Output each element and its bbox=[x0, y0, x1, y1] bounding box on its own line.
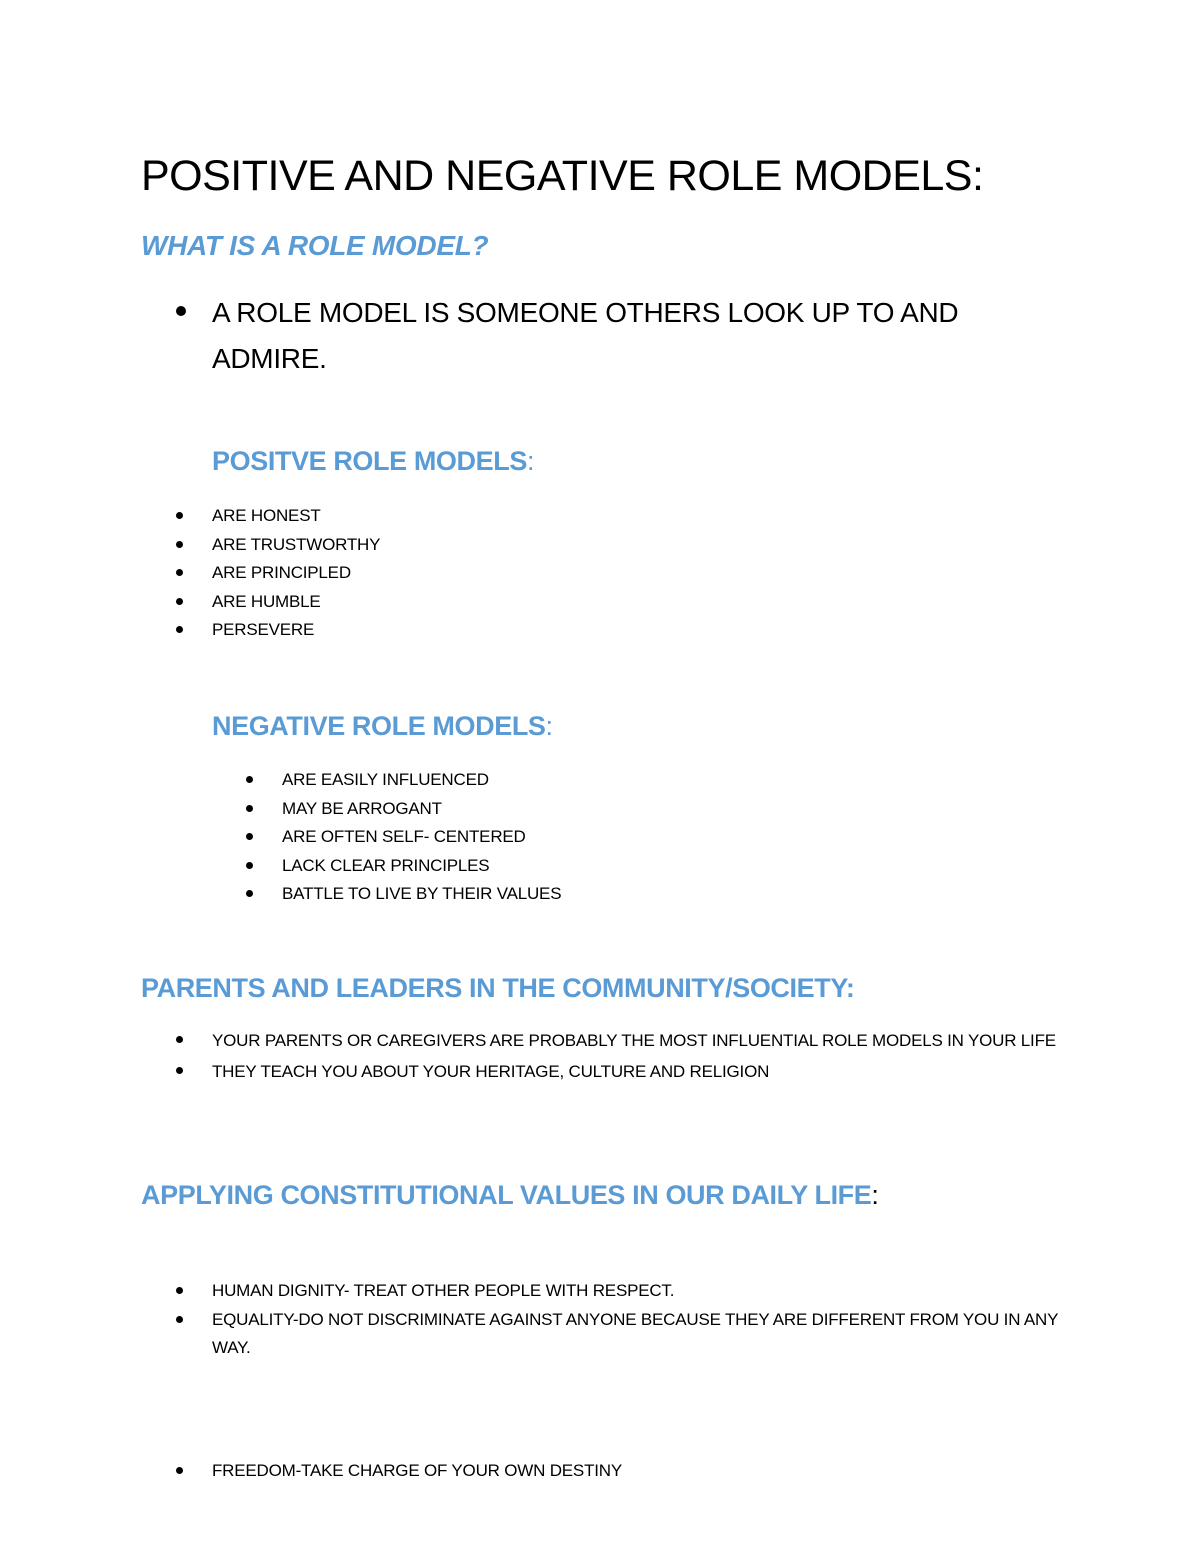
heading-colon: : bbox=[526, 446, 535, 476]
list-item bbox=[282, 795, 882, 824]
list-item-text: ARE EASILY INFLUENCED bbox=[282, 770, 489, 789]
list-item bbox=[212, 588, 812, 617]
list-item-text: ARE HONEST bbox=[212, 506, 321, 525]
heading-text: NEGATIVE ROLE MODELS bbox=[212, 711, 546, 741]
section-heading-parents: PARENTS AND LEADERS IN THE COMMUNITY/SOCIETY: bbox=[141, 973, 855, 1003]
list-item bbox=[282, 766, 882, 795]
list-item-text: HUMAN DIGNITY- TREAT OTHER PEOPLE WITH RESPECT. bbox=[212, 1281, 675, 1300]
list-item-text: MAY BE ARROGANT bbox=[282, 798, 442, 818]
list-item-text: YOUR PARENTS OR CAREGIVERS ARE PROBABLY THE MOST INFLUENTIAL ROLE MODELS IN YOUR LIFE bbox=[212, 1031, 1056, 1050]
list-item-text: A ROLE MODEL IS SOMEONE OTHERS LOOK UP TO AND ADMIRE. bbox=[212, 297, 959, 374]
list-item bbox=[212, 502, 812, 531]
list-item-text: LACK CLEAR PRINCIPLES bbox=[282, 855, 490, 875]
list-item bbox=[212, 290, 1032, 382]
what-is-list bbox=[212, 290, 1032, 382]
list-item bbox=[212, 1457, 1072, 1486]
bullet-icon bbox=[176, 569, 183, 576]
bullet-icon bbox=[176, 1036, 183, 1043]
list-item-text: ARE HUMBLE bbox=[212, 591, 321, 611]
page-title: POSITIVE AND NEGATIVE ROLE MODELS: bbox=[141, 152, 984, 200]
list-item-text: ARE PRINCIPLED bbox=[212, 563, 351, 582]
positive-list bbox=[212, 502, 812, 645]
list-item bbox=[212, 616, 812, 645]
section-heading-applying bbox=[141, 1178, 879, 1212]
list-item bbox=[212, 1306, 1072, 1363]
list-item-text: BATTLE TO LIVE BY THEIR VALUES bbox=[282, 884, 562, 903]
list-item-text: ARE TRUSTWORTHY bbox=[212, 534, 381, 554]
list-item-text: ARE OFTEN SELF- CENTERED bbox=[282, 827, 526, 846]
parents-list bbox=[212, 1025, 1072, 1087]
list-item bbox=[282, 880, 882, 909]
bullet-icon bbox=[246, 862, 253, 869]
bullet-icon bbox=[176, 1067, 183, 1074]
applying-list-continued bbox=[212, 1457, 1072, 1486]
heading-colon: : bbox=[545, 711, 553, 741]
heading-colon: : bbox=[871, 1180, 879, 1210]
negative-list bbox=[282, 766, 882, 909]
list-item bbox=[212, 1025, 1072, 1056]
list-item bbox=[212, 1277, 1072, 1306]
bullet-icon bbox=[176, 1467, 183, 1474]
list-item-text: FREEDOM-TAKE CHARGE OF YOUR OWN DESTINY bbox=[212, 1461, 622, 1480]
bullet-icon bbox=[176, 306, 186, 316]
list-item bbox=[212, 1056, 1072, 1087]
bullet-icon bbox=[246, 833, 253, 840]
list-item-text: PERSEVERE bbox=[212, 620, 315, 639]
bullet-icon bbox=[246, 805, 253, 812]
bullet-icon bbox=[176, 626, 183, 633]
bullet-icon bbox=[176, 598, 183, 605]
bullet-icon bbox=[246, 776, 253, 783]
heading-text: POSITVE ROLE MODELS bbox=[212, 446, 527, 476]
bullet-icon bbox=[176, 1287, 183, 1294]
list-item bbox=[282, 823, 882, 852]
bullet-icon bbox=[176, 541, 183, 548]
list-item bbox=[212, 531, 812, 560]
section-heading-positive bbox=[212, 444, 534, 478]
list-item bbox=[282, 852, 882, 881]
list-item bbox=[212, 559, 812, 588]
applying-list bbox=[212, 1277, 1072, 1363]
section-heading-negative bbox=[212, 709, 553, 743]
list-item-text: THEY TEACH YOU ABOUT YOUR HERITAGE, CULTURE AND RELIGION bbox=[212, 1062, 770, 1081]
bullet-icon bbox=[176, 1316, 183, 1323]
bullet-icon bbox=[246, 890, 253, 897]
heading-text: APPLYING CONSTITUTIONAL VALUES IN OUR DAILY LIFE bbox=[141, 1180, 872, 1210]
section-heading-what-is: WHAT IS A ROLE MODEL? bbox=[141, 230, 489, 261]
list-item-text: EQUALITY-DO NOT DISCRIMINATE AGAINST ANYONE BECAUSE THEY ARE DIFFERENT FROM YOU IN ANY WAY. bbox=[212, 1309, 1058, 1357]
bullet-icon bbox=[176, 512, 183, 519]
